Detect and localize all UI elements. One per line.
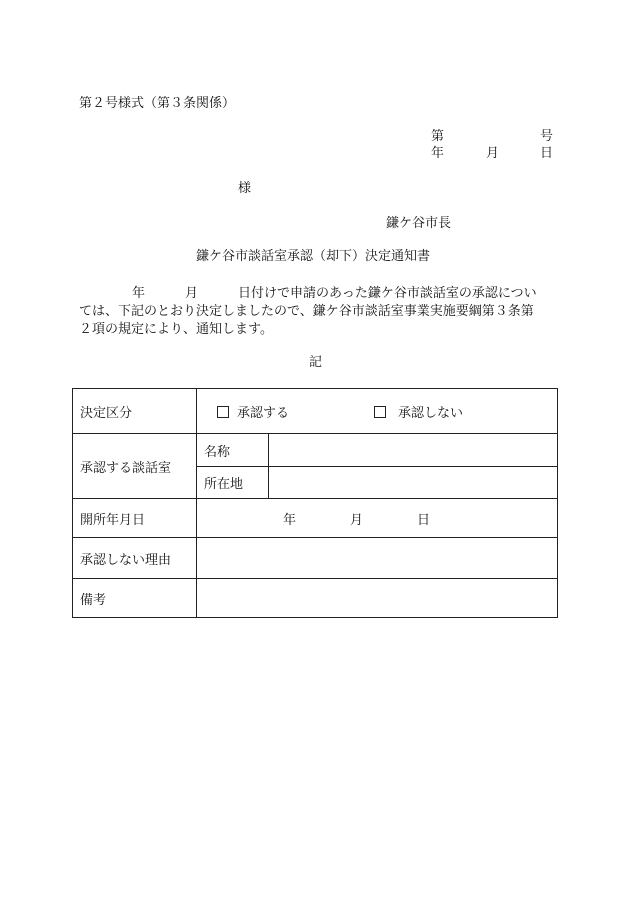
opening-day: 日 [417,512,431,528]
date-month: 月 [486,146,500,161]
row-room-name [73,434,558,467]
date-year: 年 [431,146,445,161]
doc-number-prefix: 第 [431,129,445,144]
name-field[interactable] [269,434,558,467]
ki-heading: 記 [309,355,323,370]
decision-options [197,389,558,434]
row-reason [73,538,558,579]
body-line-1 [79,285,557,303]
reject-checkbox[interactable] [374,406,386,418]
body-paragraph [79,285,557,339]
body-line-2: ては、下記のとおり決定しましたので、鎌ケ谷市談話室事業実施要綱第３条第 [79,304,534,319]
body-line-3: ２項の規定により、通知します。 [79,322,273,337]
remarks-field[interactable] [197,579,558,618]
body-line-1-text: 日付けで申請のあった鎌ケ谷市談話室の承認につい [238,286,537,301]
decision-table [72,388,558,618]
opening-date-field[interactable] [197,499,558,538]
location-label: 所在地 [197,467,269,499]
doc-number-suffix: 号 [540,129,554,144]
row-opening-date [73,499,558,538]
row-remarks [73,579,558,618]
reason-label: 承認しない理由 [73,538,197,579]
remarks-label: 備考 [73,579,197,618]
opening-date-label: 開所年月日 [73,499,197,538]
body-month: 月 [185,286,199,301]
form-number: 第２号様式（第３条関係） [79,96,236,111]
approve-option-label: 承認する [237,405,290,421]
room-label: 承認する談話室 [73,434,197,499]
reject-option-label: 承認しない [398,405,464,421]
date-day: 日 [540,146,554,161]
addressee-suffix: 様 [238,181,252,196]
body-year: 年 [132,286,146,301]
approve-checkbox[interactable] [217,406,229,418]
row-decision [73,389,558,434]
location-field[interactable] [269,467,558,499]
reason-field[interactable] [197,538,558,579]
document-title: 鎌ケ谷市談話室承認（却下）決定通知書 [196,249,431,264]
name-label: 名称 [197,434,269,467]
issuer: 鎌ケ谷市長 [386,216,452,231]
opening-month: 月 [350,512,364,528]
opening-year: 年 [283,512,297,528]
decision-label: 決定区分 [73,389,197,434]
